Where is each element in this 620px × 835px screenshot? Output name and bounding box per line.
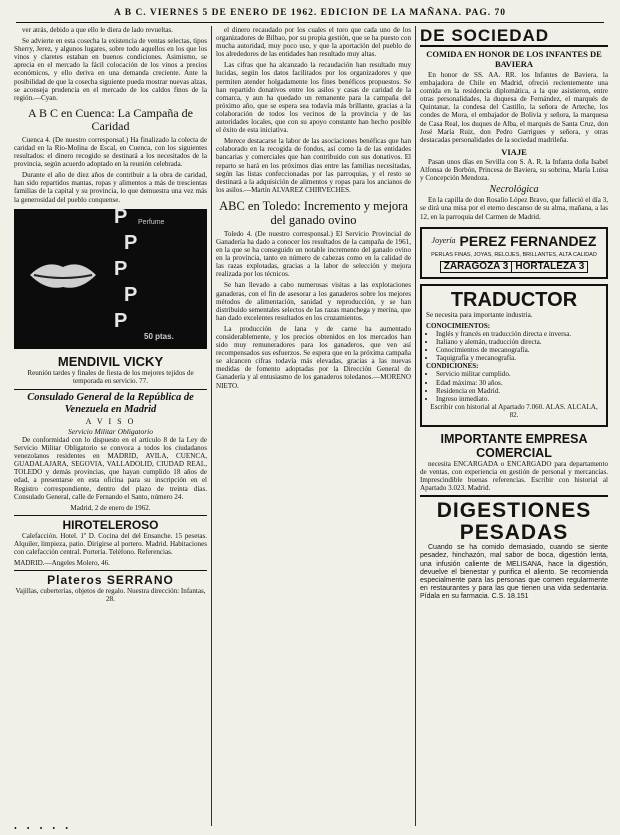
consulado-aviso: A V I S O — [85, 416, 136, 426]
digestiones-text: Cuando se ha comido demasiado, cuando se siente pesadez, hinchazón, mal sabor de boca, digestión lenta, una infusión caliente de MELISANA, hace la digestión, devuelve el bienestar y purifica el aliento. Se recomienda especialmente para las personas que comen regularmente en restaurantes y para las que tienen una vida sedentaria. Pídala en su farmacia. C.S. 18.151 — [420, 544, 608, 600]
perez-fernandez-advertisement — [420, 227, 608, 279]
column-rule — [211, 26, 212, 826]
paragraph: el dinero recaudado por los cuales el toro que cada uno de los organizadores de Bilbao, por su propia gestión, que se ha puesto con mucha autoridad, muy poco uso, y que la aportación del pueblo de los alrededores de las entidades han resultado muy altas. — [216, 26, 411, 59]
empresa-text: necesita ENCARGADA o ENCARGADO para departamento de ventas, con experiencia en gestión de personal y mercancías. Imprescindible buenas referencias. Escribir con historial al Apartado 3.023. Madrid. — [420, 460, 608, 493]
consulado-sub: Servicio Militar Obligatorio — [68, 426, 153, 436]
perez-addr2: HORTALEZA 3 — [512, 261, 588, 273]
condiciones-label: CONDICIONES: — [426, 362, 479, 371]
hiroteleroso-text: Calefacción. Hotel. 1º D. Cocina del del Ensanche. 15 pesetas. Alquiler, limpieza, patio. Dirigirse al portero. Madrid. Habitaciones con calefacción central. Portería. Teléfono. Referencias. — [14, 531, 207, 556]
empresa-title: IMPORTANTE EMPRESA COMERCIAL — [440, 432, 588, 460]
plateros-text: Vajillas, cuberterías, objetos de regalo. Nuestra dirección: Infantas, 28. — [15, 587, 206, 604]
list-item: • Edad máxima: 30 años. — [436, 379, 602, 387]
paragraph: En honor de SS. AA. RR. los Infantes de Baviera, la embajadora de Chile en Madrid, ofreció recientemente una comida en la residencia diplomática, a la que asistieron, entre otras personalidades, la duquesa de Fernández, el marqués de Quintanar, la condesa del Castillo, la señora de Arteche, los condes de Mora, el embajador de Bolivia y señora, la marquesa de Casa Real, los duques de Alba, el marqués de Santa Cruz, don José María Ruiz, don Pedro Garrigues y señora, y otras destacadas personalidades de la sociedad madrileña. — [420, 71, 608, 144]
column-3 — [420, 26, 608, 826]
lips-image — [28, 257, 98, 293]
condiciones-list — [426, 370, 602, 402]
paragraph: Toledo 4. (De nuestro corresponsal.) El Servicio Provincial de Ganadería ha dado a conocer los resultados de la campaña de 1961, en la que se ha conseguido un notable incremento del ganado ovino en la provincia, tanto en número de cabezas como en la calidad de las razas explotadas, gracias a la labor de selección y mejora realizada por los técnicos. — [216, 229, 411, 279]
footer-ornaments: • • • • • — [14, 824, 73, 833]
article-headline: COMIDA EN HONOR DE LOS INFANTES DE BAVIERA — [426, 49, 602, 69]
list-item: • Residencia en Madrid. — [436, 387, 602, 395]
conocimientos-list — [426, 330, 602, 362]
conocimientos-label: CONOCIMIENTOS: — [426, 321, 491, 330]
list-item: • Conocimientos de mecanografía. — [436, 346, 602, 354]
section-title: DE SOCIEDAD — [420, 26, 608, 47]
traductor-advertisement — [420, 284, 608, 427]
paragraph: Durante el año de diez años de contribuir a la obra de caridad, han sido repartidos mantas, ropas y alimentos a más de trescientas familias de la capital y su provincia, lo que demuestra una vez más la generosidad del pueblo conquense. — [14, 171, 207, 204]
consulado-date: Madrid, 2 de enero de 1962. — [70, 503, 151, 512]
column-2 — [216, 26, 411, 826]
plateros-title: Plateros SERRANO — [47, 573, 174, 588]
list-item: • Italiano y alemán, traducción directa. — [436, 338, 602, 346]
page-header: A B C. VIERNES 5 DE ENERO DE 1962. EDICION DE LA MAÑANA. PAG. 70 — [16, 6, 604, 23]
list-item: • Inglés y francés en traducción directa e inversa. — [436, 330, 602, 338]
perez-pre: Joyería — [431, 235, 456, 245]
paragraph: Merece destacarse la labor de las asociaciones benéficas que han colaborado en la recogida de fondos, así como la de las entidades bancarias y comerciales que han contribuido con sus donativos. El reparto se hará en los próximos días entre las familias necesitadas, según las listas confeccionadas por las parroquias, y el resto se destinará a la adquisición de alimentos y ropas para los ancianos de los asilos.—Martín ALVAREZ CHIRVECHES. — [216, 137, 411, 194]
traductor-title: TRADUCTOR — [450, 288, 578, 311]
ad-letter: P — [114, 309, 128, 332]
article-headline: A B C en Cuenca: La Campaña de Caridad — [28, 105, 193, 133]
hiroteleroso-title: HIROTELEROSO — [62, 517, 159, 532]
ad-word: Perfume — [138, 218, 165, 226]
paragraph: Se advierte en esta cosecha la existencia de ventas selectas, tipos Sherry, Jerez, y algunos lugares, sobre todo aquellos en los que los vinos y claretes estaban en buenos condiciones. Asimismo, se aprecia en el mercado la fácil colocación de los vinos a precios económicos, y ello deriva en una demanda creciente. Ante la posibilidad de que la cosecha siguiente pueda mostrar nuevas alzas, se aconseja prudencia en el mercado de los caldos finos de la región.—Cyan. — [14, 37, 207, 102]
column-rule — [415, 26, 416, 826]
list-item: • Servicio militar cumplido. — [436, 370, 602, 378]
paragraph: Cuenca 4. (De nuestro corresponsal.) Ha finalizado la colecta de caridad en la Rio-Molina de Escal, en Cuenca, con los siguientes resultados: el dinero recogido se destinará a los necesitados de la provincia, según acuerdo adoptado en la reunión celebrada. — [14, 135, 207, 169]
mendivil-title: MENDIVIL VICKY — [57, 353, 164, 369]
paragraph: En la capilla de don Rosalío López Bravo, que falleció el día 3, se dirá una misa por el eterno descanso de su alma, mañana, a las 12, en la parroquia del Carmen de Madrid. — [420, 196, 608, 221]
consulado-title: Consulado General de la República de Venezuela en Madrid — [27, 391, 194, 415]
hiroteleroso-footer: MADRID.—Angeles Molero, 46. — [14, 559, 110, 568]
consulado-text: De conformidad con lo dispuesto en el artículo 8 de la Ley de Servicio Militar Obligatorio se convoca a todos los ciudadanos venezolanos residentes en MADRID, AVILA, CUENCA, GUADALAJARA, SEGOVIA, VALLADOLID, CIUDAD REAL, TOLEDO y demás provincias, que hayan cumplido 18 años de edad, a presentarse en esta oficina para su inscripción en el Registro correspondiente, dentro del plazo de treinta días. Consulado General, calle de Fernando el Santo, número 24. — [14, 435, 207, 501]
paragraph: La producción de lana y de carne ha aumentado considerablemente, y los precios obtenidos en los mercados han sido muy remuneradores para los ganaderos, que ven así recompensados sus esfuerzos. Se espera que en la próxima campaña se alcancen cifras todavía más elevadas, gracias a las nuevas medidas de fomento adoptadas por la Dirección General de Ganadería y al entusiasmo de los ganaderos toledanos.—MORENO NIETO. — [216, 324, 411, 390]
viaje-title: VIAJE — [501, 146, 527, 157]
mendivil-text: Reunión tardes y finales de fiesta de los mejores tejidos de temporada en servicio. 77. — [27, 368, 194, 385]
traductor-footer: Escribir con historial al Apartado 7.060. ALAS. ALCALA, 82. — [430, 402, 598, 419]
perfume-advertisement — [14, 205, 207, 349]
traductor-intro: Se necesita para importante industria. — [426, 310, 533, 319]
perez-sub: PERLAS FINAS, JOYAS, RELOJES, BRILLANTES, ALTA CALIDAD — [431, 251, 597, 258]
paragraph: ver atrás, debido a que ello le diera de lado revueltas. — [22, 26, 173, 34]
list-item: • Ingreso inmediato. — [436, 395, 602, 403]
perez-title: PEREZ FERNANDEZ — [459, 232, 597, 249]
necrologica-title: Necrológica — [489, 184, 539, 196]
list-item: • Taquigrafía y mecanografía. — [436, 354, 602, 362]
perez-addr1: ZARAGOZA 3 — [440, 261, 513, 273]
ad-price: 50 ptas. — [144, 331, 174, 341]
article-headline: ABC en Toledo: Incremento y mejora del ganado ovino — [219, 198, 408, 227]
ad-letter: P — [114, 205, 128, 228]
paragraph: Se han llevado a cabo numerosas visitas a las explotaciones ganaderas, con el fin de asesorar a los ganaderos sobre los mejores métodos de alimentación, sanidad y reproducción, y se han distribuido sementales selectos de las razas manchega y merina, que han dado excelentes resultados en los cruzamientos. — [216, 281, 411, 322]
column-1 — [14, 26, 207, 826]
paragraph: Las cifras que ha alcanzado la recaudación han resultado muy lucidas, según los datos facilitados por los organizadores y que permiten atender holgadamente los fines benéficos propuestos. Se han repartido donativos entre los asilos y casas de caridad de la comarca, y aun ha quedado un remanente para la campaña del próximo año, que se espera sea todavía más brillante, gracias a la colaboración de todos los vecinos de la provincia y de las autoridades locales, que con su apoyo constante han hecho posible el éxito de esta iniciativa. — [216, 61, 411, 135]
digestiones-title: DIGESTIONES PESADAS — [436, 499, 592, 545]
paragraph: Pasan unos días en Sevilla con S. A. R. la Infanta doña Isabel Alfonsa de Borbón, Princesa de Baviera, su sobrina, María Luisa y Concepción Mendoza. — [420, 157, 608, 183]
ad-letter: P — [124, 231, 138, 254]
ad-letter: P — [114, 257, 128, 280]
ad-letter: P — [124, 283, 138, 306]
